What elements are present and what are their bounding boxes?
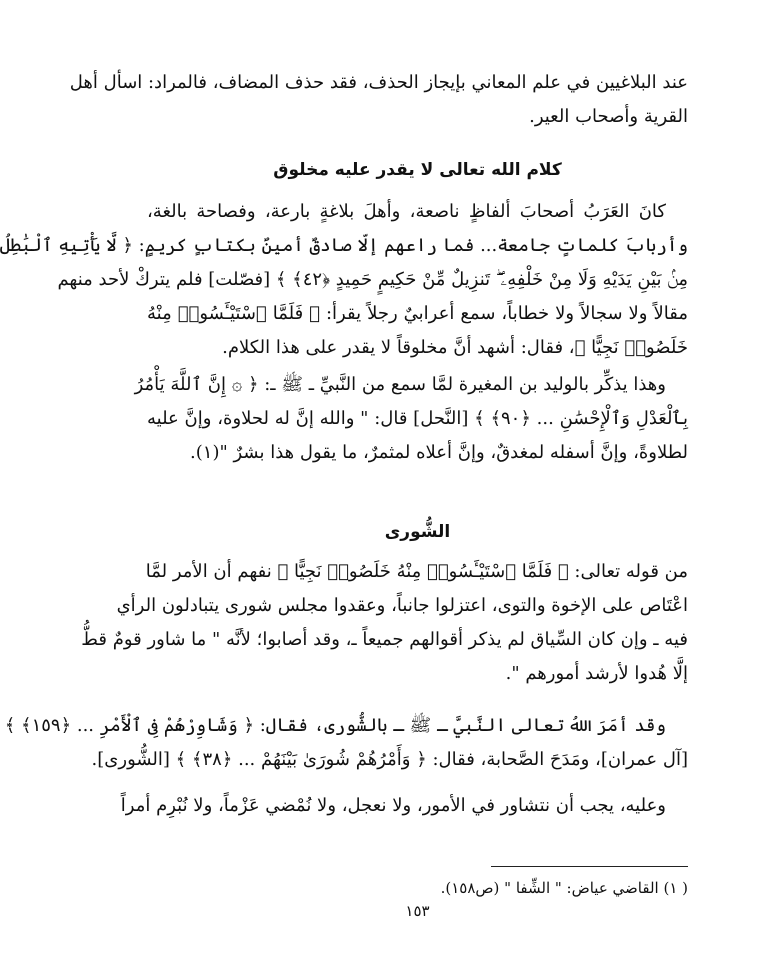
text-line: لطلاوةً، وإنَّ أسفله لمغدقٌ، وإنَّ أعلاه لمثمرٌ، ما يقول هذا بشرٌ "(١). — [190, 442, 688, 463]
text-line: كانَ العَرَبُ أصحابَ ألفاظٍ ناصعة، وأهلَ بلاغةٍ بارعة، وفصاحة بالغة، — [147, 201, 666, 222]
page-number: ١٥٣ — [405, 902, 430, 920]
text-line: وهذا يذكِّر بالوليد بن المغيرة لمَّا سمع من النَّبيِّ ـ ﷺ ـ: ﴿ ۞ إِنَّ ٱللَّهَ يَأْمُرُ — [134, 374, 666, 395]
text-line: [آل عمران]، ومَدَحَ الصَّحابة، فقال: ﴿ وَأَمْرُهُمْ شُورَىٰ بَيْنَهُمْ ... ﴿٣٨﴾ ﴾ [الشُّورى]. — [91, 749, 688, 770]
text-line: القرية وأصحاب العير. — [529, 106, 688, 127]
text-line: بِٱلْعَدْلِ وَٱلْإِحْسَٰنِ ... ﴿٩٠﴾ ﴾ [النَّحل] قال: " والله إنَّ له لحلاوة، وإنَّ عليه — [147, 408, 688, 429]
paragraph-quran-speech — [0, 195, 688, 365]
text-line: مقالاً ولا سجالاً ولا خطاباً، سمع أعرابيٌ رجلاً يقرأ: ﴿ فَلَمَّا ٱسْتَيْـَٔسُوا۟ مِنْهُ — [147, 303, 688, 324]
text-line: فيه ـ وإن كان السِّياق لم يذكر أقوالهم جميعاً ـ، وقد أصابوا؛ لأنَّه " ما شاور قومٌ قطُّ — [81, 629, 688, 650]
text-line: وأربابَ كلماتٍ جامعة... فما راعهم إلّا صادقٌ أمينٌ بكتابٍ كريمٍ: ﴿ لَّا يَأْتِيهِ ٱلْبَٰطِلُ — [0, 235, 688, 256]
footnote: ( ١) القاضي عياض: " الشِّفا " (ص١٥٨). — [440, 879, 688, 897]
intro-paragraph — [69, 66, 688, 134]
paragraph-shura-3 — [120, 789, 688, 823]
paragraph-shura-1 — [81, 555, 688, 691]
text-line: مِنۢ بَيْنِ يَدَيْهِ وَلَا مِنْ خَلْفِهِۦ ۖ تَنزِيلٌ مِّنْ حَكِيمٍ حَمِيدٍ ﴿٤٢﴾ ﴾ [فصّلت] فلم يتركْ لأحد منهم — [57, 269, 688, 290]
text-line: وقد أمَرَ اللهُ تعالى النَّبيَّ ـ ﷺ ـ بالشُّورى، فقال: ﴿ وَشَاوِرْهُمْ فِى ٱلْأَمْرِ ... ﴿١٥٩﴾ ﴾ — [4, 715, 666, 736]
paragraph-shura-2 — [4, 709, 688, 777]
text-line: إلَّا هُدوا لأرشد أمورهم ". — [505, 663, 688, 684]
text-line: عند البلاغيين في علم المعاني بإيجاز الحذف، فقد حذف المضاف، فالمراد: اسأل أهل — [69, 72, 688, 93]
text-line: وعليه، يجب أن نتشاور في الأمور، ولا نعجل، ولا نُمْضي عَزْماً، ولا نُبْرِم أمراً — [120, 795, 666, 816]
paragraph-walid — [134, 368, 688, 470]
text-line: خَلَصُوا۟ نَجِيًّا ﴾، فقال: أشهد أنَّ مخلوقاً لا يقدر على هذا الكلام. — [222, 337, 688, 358]
text-line: اعْتَاص على الإخوة والتوى، اعتزلوا جانباً، وعقدوا مجلس شورى يتبادلون الرأي — [116, 595, 688, 616]
text-line: من قوله تعالى: ﴿ فَلَمَّا ٱسْتَيْـَٔسُوا۟ مِنْهُ خَلَصُوا۟ نَجِيًّا ﴾ نفهم أن الأمر لمَّا — [145, 561, 688, 582]
section-heading: كلام الله تعالى لا يقدر عليه مخلوق — [273, 160, 562, 180]
footnote-separator — [491, 866, 688, 867]
section-heading: الشُّورى — [384, 522, 451, 542]
